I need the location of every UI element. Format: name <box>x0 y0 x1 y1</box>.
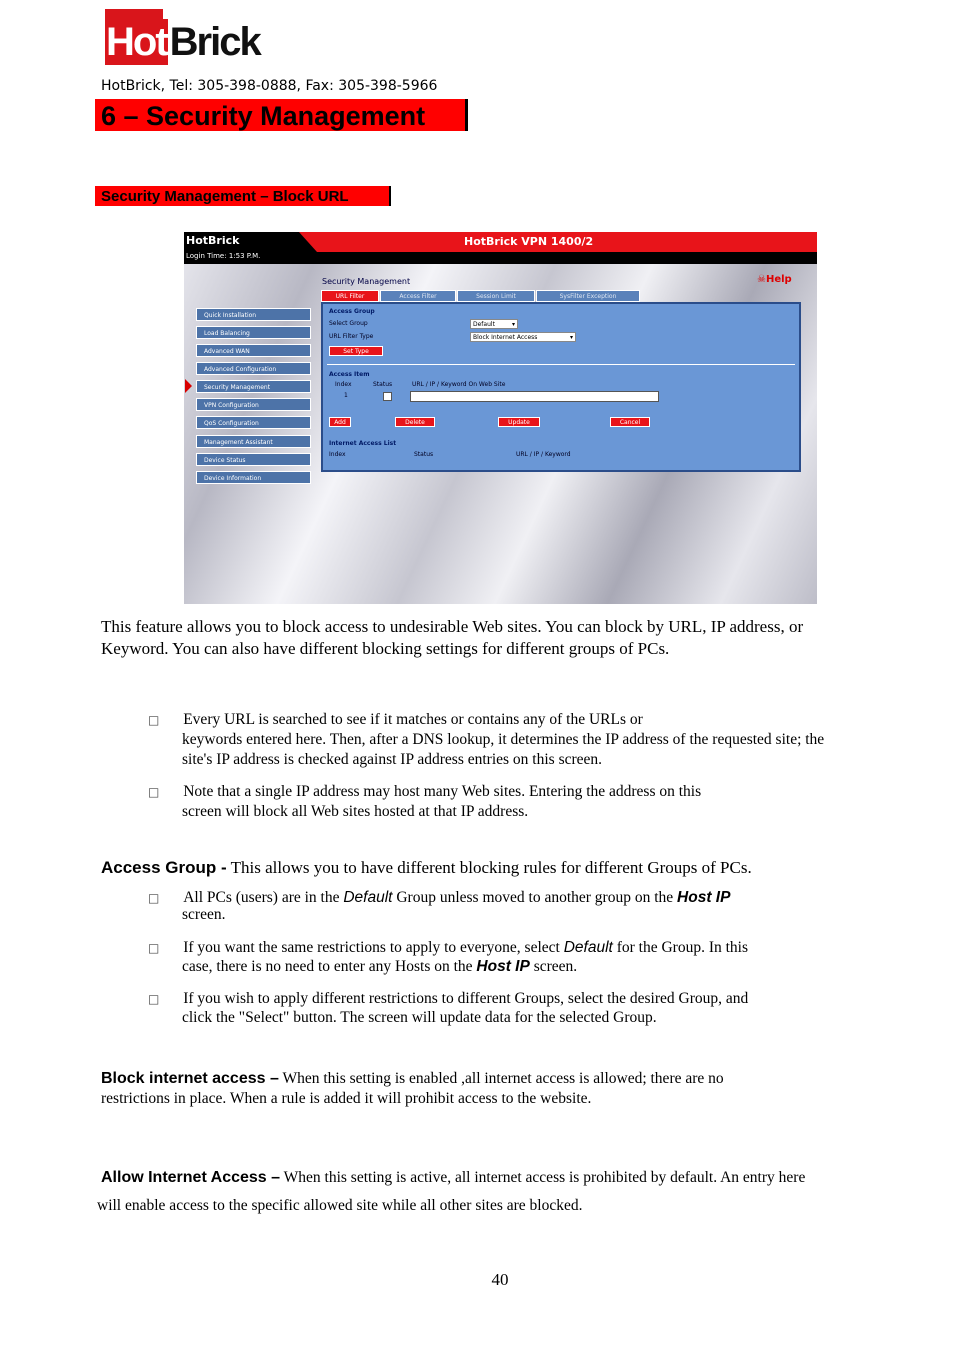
list-item <box>148 938 838 977</box>
help-icon: ☠ <box>757 274 766 285</box>
block-access-term: Block internet access – <box>101 1070 279 1087</box>
bullet-text: If you wish to apply different restrictions to different Groups, select the desired Group, and <box>183 990 749 1007</box>
divider <box>327 364 795 365</box>
chapter-title: 6 – Security Management <box>95 99 468 131</box>
url-filter-type-label: URL Filter Type <box>329 333 374 340</box>
bullet-text: case, there is no need to enter any Hosts on the <box>182 958 473 975</box>
allow-access-term: Allow Internet Access – <box>101 1169 281 1186</box>
allow-access-paragraph <box>101 1168 921 1188</box>
block-access-line1: When this setting is enabled ,all internet access is allowed; there are no <box>282 1070 724 1087</box>
bullet-text-rest: screen will block all Web sites hosted at that IP address. <box>182 803 529 820</box>
access-item-heading: Access Item <box>329 371 370 378</box>
logo-hot-text: Hot <box>106 20 167 64</box>
access-group-paragraph <box>101 858 752 878</box>
logo-brick-text: Brick <box>169 20 260 64</box>
url-keyword-input[interactable] <box>410 391 659 402</box>
help-link[interactable] <box>757 274 792 285</box>
chevron-down-icon: ▾ <box>511 321 515 328</box>
access-group-desc: This allows you to have different blocking rules for different Groups of PCs. <box>230 858 752 877</box>
status-checkbox[interactable] <box>383 392 392 401</box>
sidebar-item-security-management[interactable]: Security Management <box>196 380 311 393</box>
bullet-icon: □ <box>148 785 160 799</box>
list-item <box>148 989 848 1028</box>
tab-access-filter[interactable]: Access Filter <box>380 290 456 302</box>
sidebar-item-quick-installation[interactable]: Quick Installation <box>196 308 311 321</box>
url-filter-panel <box>321 302 801 472</box>
select-group-dropdown[interactable] <box>470 319 518 329</box>
delete-button[interactable]: Delete <box>395 417 435 427</box>
bullet-text: for the Group. In this <box>616 939 749 956</box>
bullet-text-rest: keywords entered here. Then, after a DNS lookup, it determines the IP address of the requested site; the site's IP address is checked against IP address entries on this screen. <box>182 731 825 768</box>
sidebar-item-advanced-configuration[interactable]: Advanced Configuration <box>196 362 311 375</box>
bullet-icon: □ <box>148 992 160 1006</box>
screenshot-brand: HotBrick <box>186 234 240 247</box>
default-term: Default <box>343 889 393 906</box>
tab-url-filter[interactable]: URL Filter <box>321 290 379 302</box>
set-type-button[interactable]: Set Type <box>329 346 383 356</box>
select-group-label: Select Group <box>329 320 368 327</box>
sidebar-item-device-information[interactable]: Device Information <box>196 471 311 484</box>
url-filter-type-dropdown[interactable] <box>470 332 576 342</box>
tab-sysfilter-exception[interactable]: SysFilter Exception <box>536 290 640 302</box>
tab-session-limit[interactable]: Session Limit <box>457 290 535 302</box>
block-access-paragraph <box>101 1069 861 1109</box>
add-button[interactable]: Add <box>329 417 351 427</box>
host-ip-term: Host IP <box>677 889 731 906</box>
contact-line: HotBrick, Tel: 305-398-0888, Fax: 305-398-5966 <box>101 78 438 94</box>
section-title: Security Management – Block URL <box>95 186 391 206</box>
router-screenshot <box>184 232 817 604</box>
bullet-text: All PCs (users) are in the <box>183 889 340 906</box>
column-status: Status <box>373 381 393 388</box>
bullet-icon: □ <box>148 713 160 727</box>
current-page-arrow-icon <box>185 379 192 393</box>
help-label: Help <box>765 274 792 285</box>
bullet-text: click the "Select" button. The screen will update data for the selected Group. <box>182 1009 657 1026</box>
row-index: 1 <box>344 392 348 399</box>
intro-paragraph: This feature allows you to block access to undesirable Web sites. You can block by URL, IP address, or Keyword. You can also have different blocking settings for different groups of PCs. <box>101 617 804 658</box>
list-item <box>148 782 828 822</box>
sidebar-item-management-assistant[interactable]: Management Assistant <box>196 435 311 448</box>
block-access-line2: restrictions in place. When a rule is added it will prohibit access to the website. <box>101 1090 592 1107</box>
list-column-url: URL / IP / Keyword <box>516 451 571 458</box>
sidebar-item-qos-configuration[interactable]: QoS Configuration <box>196 416 311 429</box>
bullet-icon: □ <box>148 941 160 955</box>
screenshot-page-title: Security Management <box>322 277 411 286</box>
chevron-down-icon: ▾ <box>569 334 573 341</box>
bullet-text: screen. <box>182 906 226 923</box>
login-time: Login Time: 1:53 P.M. <box>186 252 261 260</box>
bullet-text: If you want the same restrictions to apply to everyone, select <box>183 939 560 956</box>
allow-access-line2: will enable access to the specific allowed site while all other sites are blocked. <box>97 1197 583 1214</box>
access-group-heading: Access Group <box>329 308 375 315</box>
bullet-icon: □ <box>148 891 160 905</box>
bullet-text-first: Every URL is searched to see if it matches or contains any of the URLs or <box>183 711 643 728</box>
list-column-status: Status <box>414 451 434 458</box>
bullet-text-first: Note that a single IP address may host many Web sites. Entering the address on this <box>183 783 702 800</box>
device-model: HotBrick VPN 1400/2 <box>464 235 594 248</box>
access-group-term: Access Group - <box>101 858 227 877</box>
sidebar-item-device-status[interactable]: Device Status <box>196 453 311 466</box>
select-group-value: Default <box>473 321 495 328</box>
sidebar-item-advanced-wan[interactable]: Advanced WAN <box>196 344 311 357</box>
column-url: URL / IP / Keyword On Web Site <box>412 381 506 388</box>
bullet-text: screen. <box>533 958 578 975</box>
sidebar-item-vpn-configuration[interactable]: VPN Configuration <box>196 398 311 411</box>
sidebar-item-load-balancing[interactable]: Load Balancing <box>196 326 311 339</box>
bullet-text: Group unless moved to another group on the <box>396 889 674 906</box>
list-item <box>148 888 828 925</box>
list-item <box>148 710 828 770</box>
hotbrick-logo <box>105 10 260 65</box>
column-index: Index <box>335 381 352 388</box>
cancel-button[interactable]: Cancel <box>610 417 650 427</box>
internet-access-list-heading: Internet Access List <box>329 440 397 447</box>
page-number: 40 <box>491 1270 509 1289</box>
url-filter-type-value: Block Internet Access <box>473 334 538 341</box>
default-term: Default <box>563 939 613 956</box>
host-ip-term: Host IP <box>476 958 530 975</box>
allow-access-line1: When this setting is active, all internet access is prohibited by default. An entry here <box>283 1169 806 1186</box>
update-button[interactable]: Update <box>498 417 540 427</box>
list-column-index: Index <box>329 451 346 458</box>
